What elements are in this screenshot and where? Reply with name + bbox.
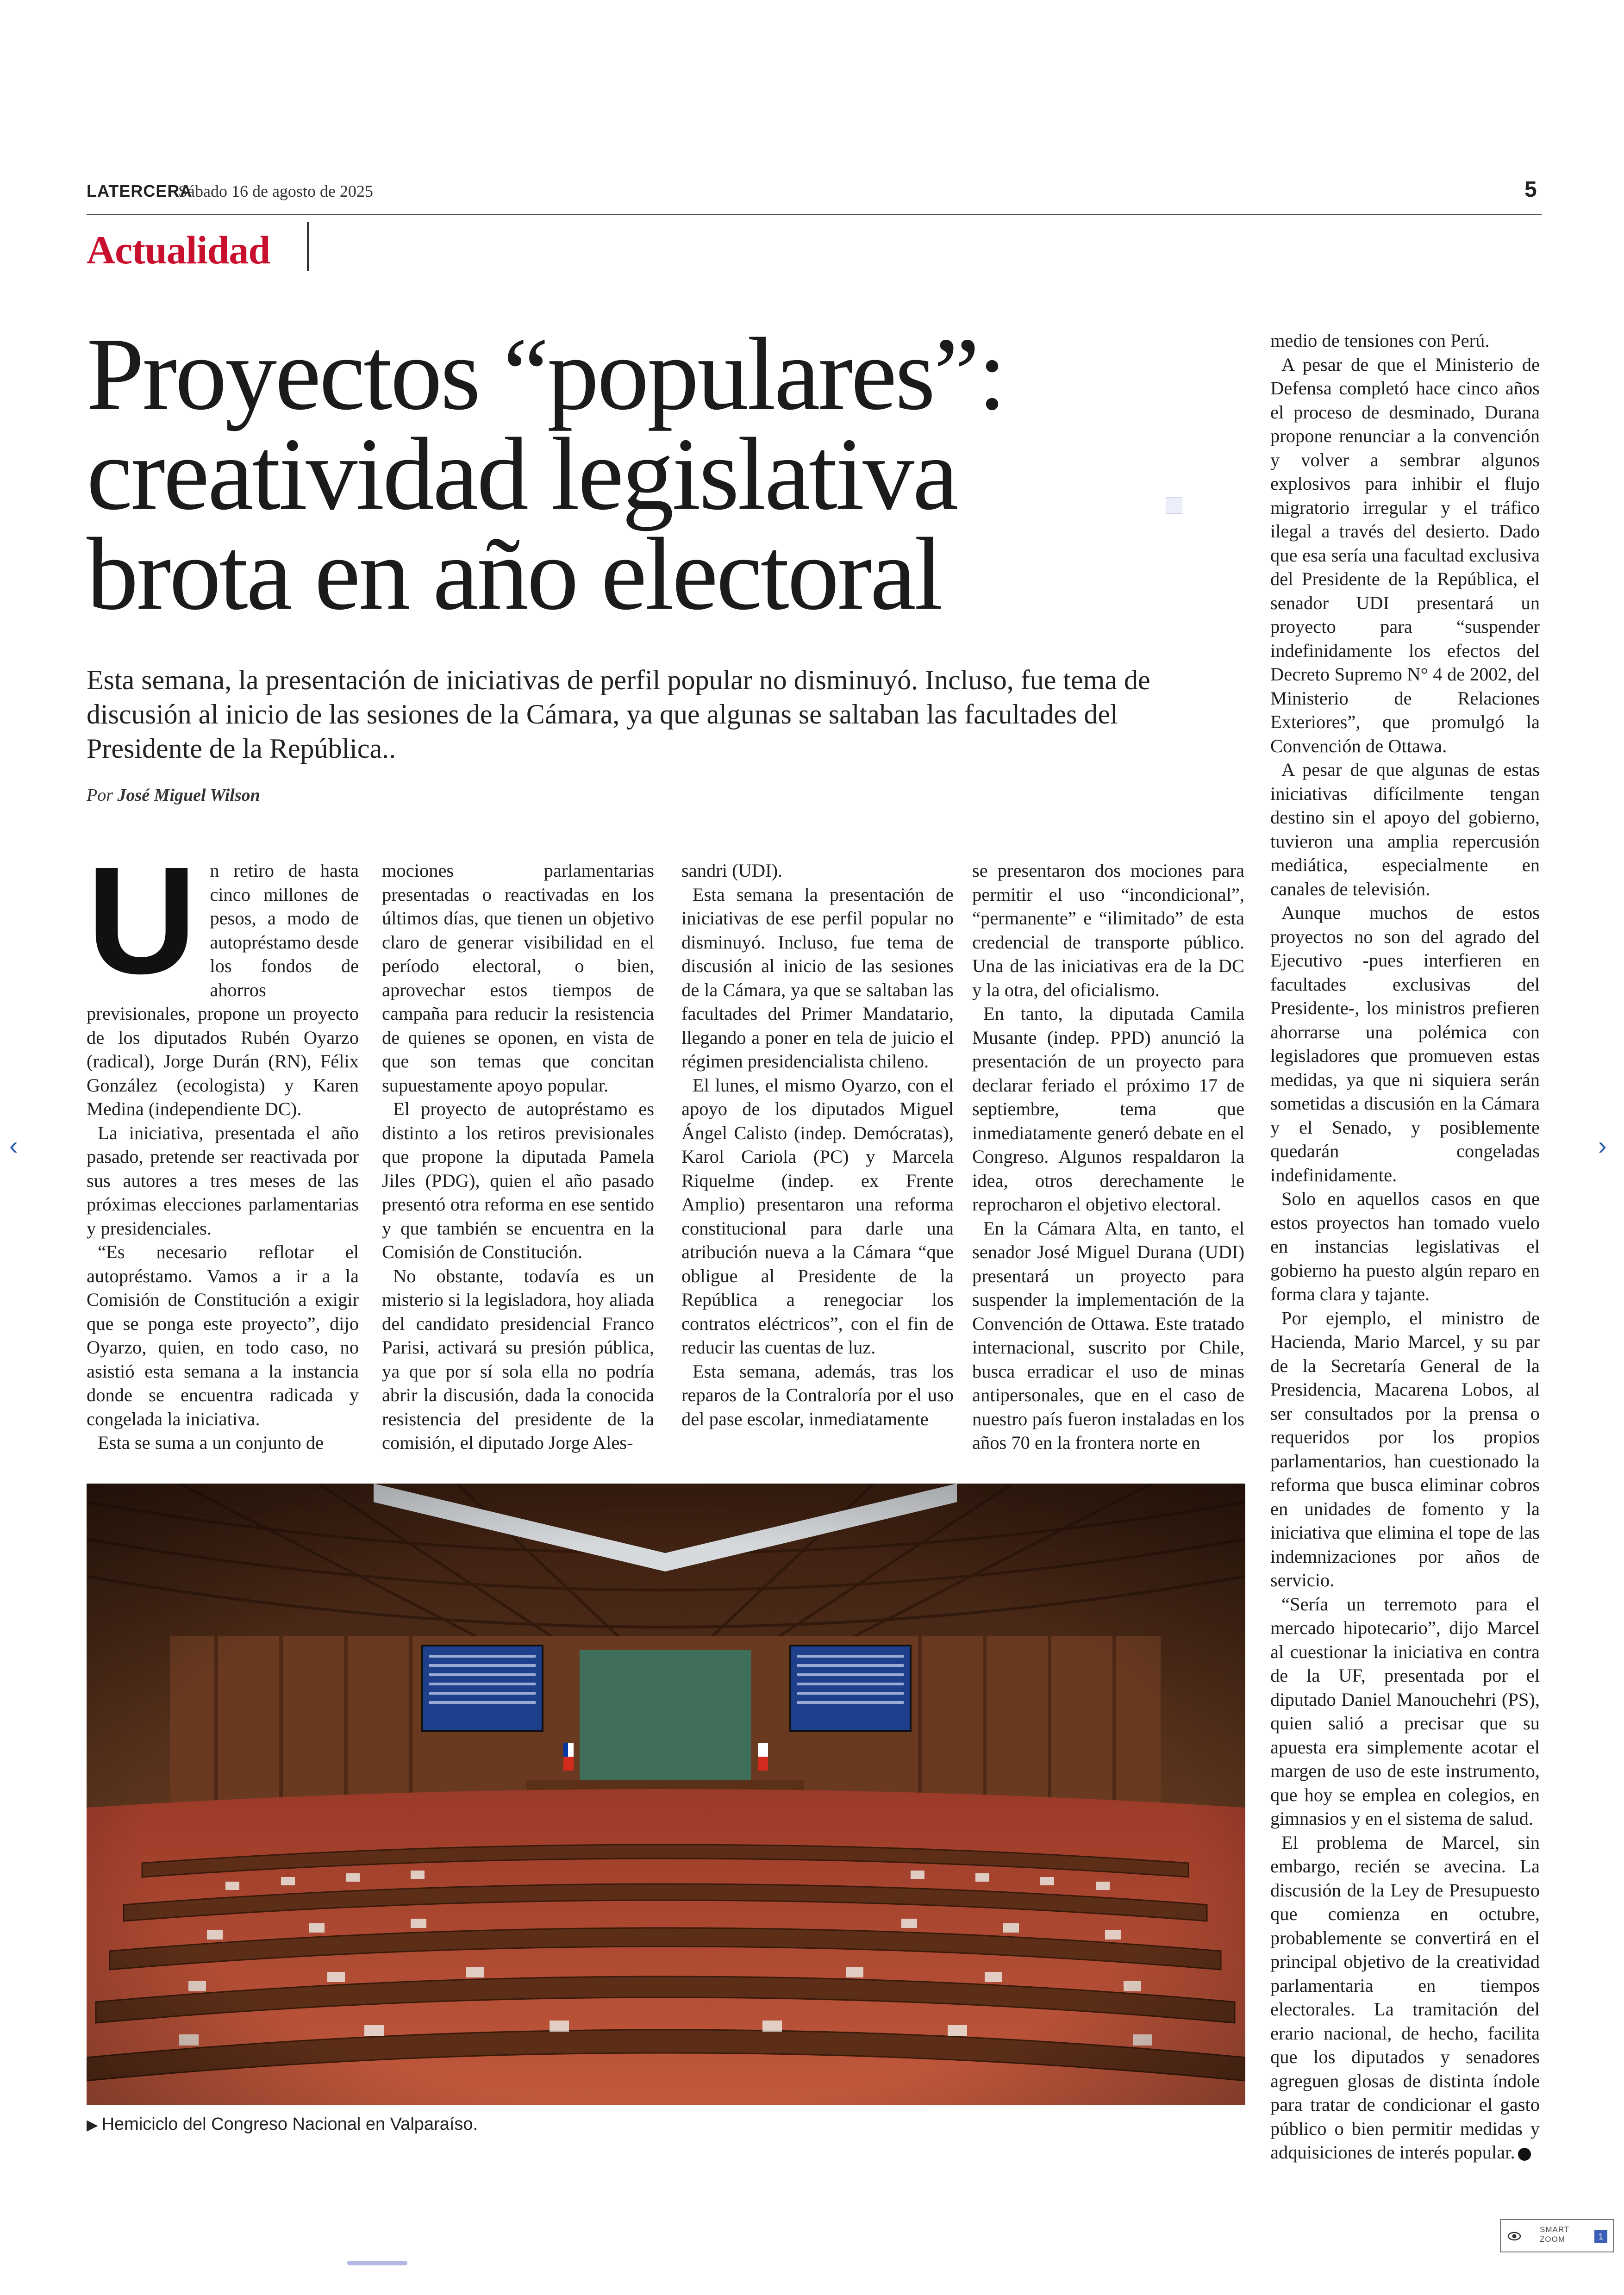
paragraph-text: n retiro de hasta cinco millones de pesos, a modo de autopréstamo desde los fondos de ahorros previsionales, propone un proyecto de los diputados Rubén Oyarzo (radical), Jorge Durán (RN), Félix González (ecologista) y Karen Medina (independiente DC). bbox=[87, 860, 359, 1119]
paragraph-text: El problema de Marcel, sin embargo, recién se avecina. La discusión de la Ley de Presupuesto que comienza en octubre, probablemente se convertirá en el principal objetivo de la creatividad parlamentaria en tiempos electorales. La tramitación del erario nacional, de hecho, facilita que los diputados y senadores agreguen glosas de distinta índole para tratar de condicionar el gasto público o bien permitir medidas y adquisiciones de interés popular. bbox=[1270, 1832, 1540, 2163]
paragraph: Aunque muchos de estos proyectos no son del agrado del Ejecutivo -pues interfieren en facultades exclusivas del Presidente-, los ministros prefieren ahorrarse una polémica con legisladores que promueven estas medidas, ya que ni siquiera serán sometidas a discusión en la Cámara y el Senado, y posiblemente quedarán congeladas indefinidamente. bbox=[1270, 902, 1540, 1185]
paragraph: La iniciativa, presentada el año pasado, pretende ser reactivada por sus autores a tres meses de las próximas elecciones parlamentarias y presidenciales. bbox=[87, 1122, 359, 1239]
paragraph: “Es necesario reflotar el autopréstamo. Vamos a ir a la Comisión de Constitución a exigir que se ponga este proyecto”, dijo Oyarzo, quien, en todo caso, no asistió esta semana a la instancia donde se encuentra radicada y congelada la iniciativa. bbox=[87, 1241, 359, 1429]
article-headline bbox=[87, 317, 1216, 631]
section-title: Actualidad bbox=[87, 228, 270, 272]
byline-author: José Miguel Wilson bbox=[117, 786, 260, 805]
paragraph: Por ejemplo, el ministro de Hacienda, Mario Marcel, y su par de la Secretaría General de la Presidencia, Macarena Lobos, al ser consultados por la prensa o requeridos por los propios parlamentarios, han cuestionado la reforma que busca eliminar cobros en unidades de fomento y la iniciativa que elimina el tope de las indemnizaciones por años de servicio. bbox=[1270, 1307, 1540, 1590]
paragraph bbox=[1270, 1831, 1540, 2164]
paragraph: En tanto, la diputada Camila Musante (indep. PPD) anunció la presentación de un proyecto para declarar feriado el próximo 17 de septiembre, tema que inmediatamente generó debate en el Congreso. Algunos respaldaron la idea, otros derechamente le reprocharon el objetivo electoral. bbox=[972, 1003, 1244, 1215]
smart-zoom-badge: 1 bbox=[1594, 2230, 1607, 2243]
issue-date: Sábado 16 de agosto de 2025 bbox=[178, 182, 373, 200]
end-of-article-mark bbox=[1518, 2148, 1531, 2161]
headline-line-2: creatividad legislativa bbox=[87, 417, 957, 531]
next-page-arrow-icon[interactable]: › bbox=[1598, 1131, 1607, 1160]
eye-icon bbox=[1507, 2229, 1521, 2243]
paragraph: A pesar de que el Ministerio de Defensa completó hace cinco años el proceso de desminado, Durana propone renunciar a la convención y volver a sembrar algunos explosivos para inhibir el flujo migratorio irregular y el tráfico ilegal a través del desierto. Dado que esa sería una facultad exclusiva del Presidente de la República, el senador UDI presentará un proyecto para “suspender indefinidamente los efectos del Decreto Supremo N° 4 de 2002, del Ministerio de Relaciones Exteriores”, que promulgó la Convención de Ottawa. bbox=[1270, 354, 1540, 756]
headline-line-3: brota en año electoral bbox=[87, 517, 942, 631]
paragraph: medio de tensiones con Perú. bbox=[1270, 330, 1490, 351]
paragraph: Esta semana la presentación de iniciativas de ese perfil popular no disminuyó. Incluso, fue tema de discusión al inicio de las sesiones de la Cámara, ya que se saltaban las facultades del Primer Mandatario, llegando a poner en tela de juicio el régimen presidencialista chileno. bbox=[681, 884, 954, 1072]
bookmark-icon[interactable] bbox=[1166, 497, 1182, 514]
previous-page-arrow-icon[interactable]: ‹ bbox=[9, 1131, 18, 1160]
congress-chamber-photo bbox=[87, 1484, 1245, 2105]
smart-zoom-label-line-2: ZOOM bbox=[1540, 2235, 1565, 2244]
smart-zoom-label-line-1: SMART bbox=[1540, 2225, 1570, 2234]
article-column-1 bbox=[87, 835, 359, 1455]
byline bbox=[87, 785, 260, 805]
paragraph: “Sería un terremoto para el mercado hipotecario”, dijo Marcel al cuestionar la iniciativa en contra de la UF, presentada por el diputado Daniel Manouchehri (PS), quien salió a precisar que su apuesta era simplemente acotar el margen de uso de este instrumento, que hoy se emplea en colegios, en gimnasios y en el sistema de salud. bbox=[1270, 1593, 1540, 1829]
paragraph: No obstante, todavía es un misterio si la legisladora, hoy aliada del candidato presidencial Franco Parisi, activará su presión pública, ya que por sí sola ella no podría abrir la discusión, dada la conocida resistencia del presidente de la comisión, el diputado Jorge Ales- bbox=[382, 1265, 654, 1453]
paragraph: se presentaron dos mociones para permitir el uso “incondicional”, “permanente” e “ilimitado” de esta credencial de transporte público. Una de las iniciativas era de la DC y la otra, del oficialismo. bbox=[972, 860, 1244, 1000]
smart-zoom-button[interactable] bbox=[1500, 2219, 1614, 2252]
paragraph: mociones parlamentarias presentadas o reactivadas en los últimos días, que tienen un objetivo claro de generar visibilidad en el período electoral, o bien, aprovechar estos tiempos de campaña para reducir la resistencia de quienes se oponen, en vista de que son temas que concitan supuestamente apoyo popular. bbox=[382, 860, 654, 1096]
caption-arrow-icon: ▶ bbox=[87, 2116, 98, 2133]
drop-cap: U bbox=[87, 835, 197, 1005]
horizontal-scrollbar[interactable] bbox=[347, 2261, 407, 2265]
article-column-2 bbox=[382, 859, 654, 1455]
caption-text: Hemiciclo del Congreso Nacional en Valparaíso. bbox=[101, 2114, 478, 2134]
article-column-5 bbox=[1270, 329, 1540, 2164]
article-column-3 bbox=[681, 859, 954, 1431]
section-divider bbox=[307, 222, 309, 271]
paragraph: El lunes, el mismo Oyarzo, con el apoyo de los diputados Miguel Ángel Calisto (indep. Demócratas), Karol Cariola (PC) y Marcela Riquelme (indep. ex Frente Amplio) presentaron una reforma constitucional para darle una atribución nueva a la Cámara “que obligue al Presidente de la República a renegociar los contratos eléctricos”, con el fin de reducir las cuentas de luz. bbox=[681, 1074, 954, 1358]
newspaper-brand: LATERCERA bbox=[87, 181, 193, 200]
paragraph: A pesar de que algunas de estas iniciativas difícilmente tengan destino sin el apoyo del gobierno, tuvieron una amplia repercusión mediática, especialmente en canales de televisión. bbox=[1270, 759, 1540, 899]
photo-caption bbox=[87, 2114, 478, 2134]
header-rule bbox=[87, 214, 1542, 215]
paragraph: Esta semana, además, tras los reparos de la Contraloría por el uso del pase escolar, inmediatamente bbox=[681, 1360, 954, 1429]
paragraph bbox=[87, 835, 359, 1121]
byline-prefix: Por bbox=[87, 786, 113, 805]
paragraph: En la Cámara Alta, en tanto, el senador José Miguel Durana (UDI) presentará un proyecto para suspender la implementación de la Convención de Ottawa. Este tratado internacional, suscrito por Chile, busca erradicar el uso de minas antipersonales, que en el caso de nuestro país fueron instaladas en los años 70 en la frontera norte en bbox=[972, 1217, 1244, 1453]
paragraph: sandri (UDI). bbox=[681, 860, 783, 881]
article-column-4 bbox=[972, 859, 1244, 1455]
article-lead: Esta semana, la presentación de iniciativas de perfil popular no disminuyó. Incluso, fue tema de discusión al inicio de las sesiones de la Cámara, ya que algunas se saltaban las facultades del Presidente de la República.. bbox=[87, 665, 1150, 764]
smart-zoom-label bbox=[1540, 2225, 1569, 2244]
paragraph: El proyecto de autopréstamo es distinto a los retiros previsionales que propone la diputada Pamela Jiles (PDG), quien el año pasado presentó otra reforma en ese sentido y que también se encuentra en la Comisión de Constitución. bbox=[382, 1098, 654, 1262]
page-number: 5 bbox=[1524, 177, 1537, 202]
paragraph: Esta se suma a un conjunto de bbox=[98, 1432, 324, 1453]
paragraph: Solo en aquellos casos en que estos proyectos han tomado vuelo en instancias legislativas el gobierno ha puesto algún reparo en forma clara y tajante. bbox=[1270, 1188, 1540, 1304]
headline-line-1: Proyectos “populares”: bbox=[87, 317, 1005, 431]
